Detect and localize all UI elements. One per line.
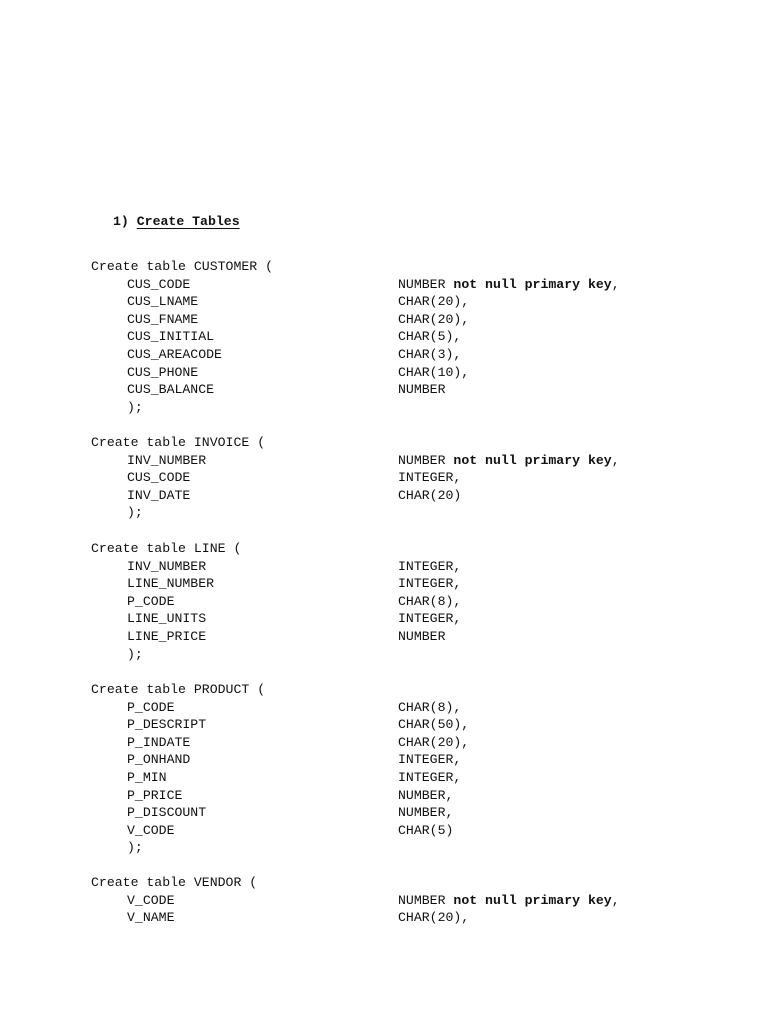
column-row [91, 575, 711, 593]
column-name: INV_DATE [127, 487, 191, 503]
column-name: INV_NUMBER [127, 452, 207, 468]
column-row [91, 909, 711, 927]
column-type: CHAR(20), [398, 734, 470, 750]
column-name: CUS_CODE [127, 276, 191, 292]
column-row [91, 311, 711, 329]
column-name: CUS_PHONE [127, 364, 199, 380]
section-number: 1) [113, 214, 129, 229]
create-table-header: Create table LINE ( [91, 541, 242, 556]
column-type: CHAR(5), [398, 329, 462, 345]
column-type: CHAR(8), [398, 593, 462, 609]
column-type: CHAR(5) [398, 822, 454, 838]
column-name: CUS_BALANCE [127, 382, 215, 398]
constraint-keyword: not null primary key [453, 452, 612, 468]
create-table-header: Create table PRODUCT ( [91, 682, 266, 697]
column-name: CUS_AREACODE [127, 346, 222, 362]
column-type: NUMBER not null primary key, [398, 452, 620, 468]
create-table-header: Create table CUSTOMER ( [91, 259, 274, 274]
table-definition-line [91, 540, 711, 663]
column-type: CHAR(20), [398, 311, 470, 327]
column-type: CHAR(50), [398, 717, 470, 733]
column-row [91, 804, 711, 822]
column-type: NUMBER, [398, 805, 454, 821]
column-name: P_PRICE [127, 787, 183, 803]
column-row [91, 699, 711, 717]
column-row [91, 628, 711, 646]
column-type: NUMBER [398, 628, 446, 644]
table-definition-product [91, 681, 711, 857]
column-type: INTEGER, [398, 611, 462, 627]
column-name: V_CODE [127, 822, 175, 838]
column-type: CHAR(20), [398, 294, 470, 310]
column-row [91, 469, 711, 487]
close-paren: ); [127, 646, 143, 662]
column-name: P_CODE [127, 593, 175, 609]
column-row [91, 787, 711, 805]
create-table-header: Create table VENDOR ( [91, 875, 258, 890]
column-row [91, 734, 711, 752]
column-type: INTEGER, [398, 752, 462, 768]
column-type: INTEGER, [398, 558, 462, 574]
column-name: LINE_UNITS [127, 611, 207, 627]
column-type: NUMBER not null primary key, [398, 276, 620, 292]
column-row [91, 892, 711, 910]
column-name: P_DISCOUNT [127, 805, 207, 821]
column-type: CHAR(10), [398, 364, 470, 380]
section-title: Create Tables [136, 214, 240, 229]
column-name: V_NAME [127, 910, 175, 926]
column-type: CHAR(20) [398, 487, 462, 503]
column-row [91, 276, 711, 294]
section-heading [113, 213, 240, 231]
column-row [91, 381, 711, 399]
column-row [91, 716, 711, 734]
column-row [91, 593, 711, 611]
column-type: INTEGER, [398, 470, 462, 486]
column-row [91, 751, 711, 769]
column-row [91, 452, 711, 470]
create-table-header: Create table INVOICE ( [91, 435, 266, 450]
column-name: CUS_LNAME [127, 294, 199, 310]
column-row [91, 610, 711, 628]
table-definition-vendor [91, 874, 711, 927]
constraint-keyword: not null primary key [453, 892, 612, 908]
column-name: V_CODE [127, 892, 175, 908]
column-type: CHAR(8), [398, 699, 462, 715]
column-name: P_CODE [127, 699, 175, 715]
column-row [91, 364, 711, 382]
column-type: NUMBER, [398, 787, 454, 803]
column-row [91, 558, 711, 576]
column-type: CHAR(20), [398, 910, 470, 926]
table-definition-invoice [91, 434, 711, 522]
table-definition-customer [91, 258, 711, 416]
column-name: CUS_CODE [127, 470, 191, 486]
column-type: NUMBER not null primary key, [398, 892, 620, 908]
column-name: P_MIN [127, 769, 167, 785]
constraint-keyword: not null primary key [453, 276, 612, 292]
close-paren: ); [127, 399, 143, 415]
column-type: INTEGER, [398, 576, 462, 592]
column-name: LINE_NUMBER [127, 576, 215, 592]
column-name: P_INDATE [127, 734, 191, 750]
column-row [91, 346, 711, 364]
column-type: CHAR(3), [398, 346, 462, 362]
close-paren: ); [127, 505, 143, 521]
column-row [91, 293, 711, 311]
column-type: NUMBER [398, 382, 446, 398]
column-name: LINE_PRICE [127, 628, 207, 644]
column-row [91, 769, 711, 787]
column-type: INTEGER, [398, 769, 462, 785]
column-name: CUS_FNAME [127, 311, 199, 327]
column-row [91, 822, 711, 840]
column-name: CUS_INITIAL [127, 329, 215, 345]
column-row [91, 487, 711, 505]
column-name: P_ONHAND [127, 752, 191, 768]
column-name: INV_NUMBER [127, 558, 207, 574]
column-row [91, 328, 711, 346]
close-paren: ); [127, 840, 143, 856]
column-name: P_DESCRIPT [127, 717, 207, 733]
